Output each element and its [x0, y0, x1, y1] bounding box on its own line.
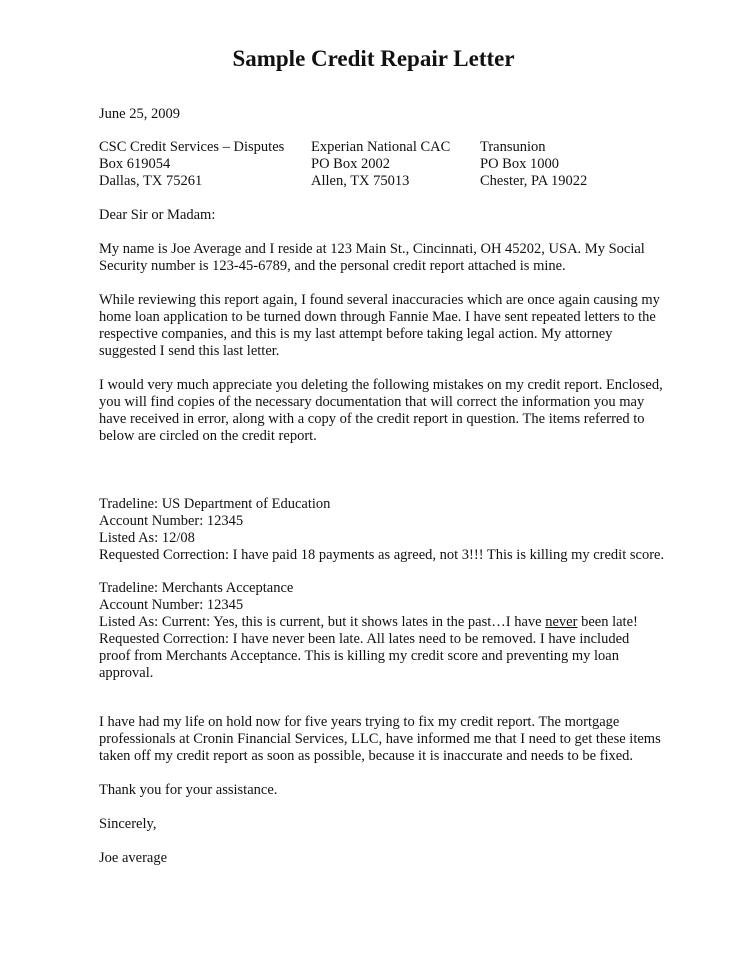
text-line: taken off my credit report as soon as possible, because it is inaccurate and needs to be fixed.: [99, 748, 634, 764]
account-number: Account Number: 12345: [99, 597, 244, 613]
requested-correction: approval.: [99, 665, 154, 681]
text-line: home loan application to be turned down through Fannie Mae. I have sent repeated letters to the: [99, 309, 656, 325]
text-line: have received in error, along with a copy of the credit report in question. The items referred to: [99, 411, 645, 427]
text-line: My name is Joe Average and I reside at 123 Main St., Cincinnati, OH 45202, USA. My Social: [99, 241, 645, 257]
requested-correction: proof from Merchants Acceptance. This is killing my credit score and preventing my loan: [99, 648, 619, 664]
recipient-box: PO Box 1000: [480, 156, 559, 172]
tradeline-name: Tradeline: Merchants Acceptance: [99, 580, 294, 596]
thanks-line: Thank you for your assistance.: [99, 782, 278, 798]
listed-as: Listed As: 12/08: [99, 530, 195, 546]
paragraph-mortgage: [99, 714, 659, 765]
signature-name: Joe average: [99, 850, 168, 866]
recipient-name: CSC Credit Services – Disputes: [99, 139, 285, 155]
listed-as: [99, 614, 659, 631]
tradeline-name: Tradeline: US Department of Education: [99, 496, 331, 512]
text-line: I would very much appreciate you deleting the following mistakes on my credit report. Enclosed,: [99, 377, 663, 393]
listed-as-suffix: been late!: [577, 614, 638, 630]
letter-date: June 25, 2009: [99, 106, 180, 122]
text-line: While reviewing this report again, I found several inaccuracies which are once again causing my: [99, 292, 660, 308]
page-title: Sample Credit Repair Letter: [232, 46, 515, 71]
recipient-name: Experian National CAC: [311, 139, 451, 155]
requested-correction: Requested Correction: I have paid 18 payments as agreed, not 3!!! This is killing my credit score.: [99, 547, 665, 563]
recipient-box: PO Box 2002: [311, 156, 390, 172]
recipient-city: Chester, PA 19022: [480, 173, 588, 189]
closing-line: Sincerely,: [99, 816, 157, 832]
tradeline-education: [99, 496, 665, 564]
text-line: you will find copies of the necessary documentation that will correct the information you may: [99, 394, 645, 410]
recipient-city: Dallas, TX 75261: [99, 173, 203, 189]
recipient-experian: [311, 139, 450, 190]
text-line: Security number is 123-45-6789, and the personal credit report attached is mine.: [99, 258, 566, 274]
text-line: I have had my life on hold now for five years trying to fix my credit report. The mortgage: [99, 714, 620, 730]
text-line: below are circled on the credit report.: [99, 428, 317, 444]
text-line: suggested I send this last letter.: [99, 343, 280, 359]
recipient-city: Allen, TX 75013: [311, 173, 410, 189]
recipient-box: Box 619054: [99, 156, 171, 172]
account-number: Account Number: 12345: [99, 513, 244, 529]
paragraph-intro: [99, 241, 659, 275]
paragraph-inaccuracies: [99, 292, 659, 360]
text-line: professionals at Cronin Financial Services, LLC, have informed me that I need to get these items: [99, 731, 661, 747]
recipient-csc: [99, 139, 284, 190]
tradeline-merchants: [99, 580, 659, 682]
recipient-transunion: [480, 139, 587, 190]
salutation: Dear Sir or Madam:: [99, 207, 216, 223]
paragraph-request: [99, 377, 663, 445]
recipient-name: Transunion: [480, 139, 546, 155]
listed-as-underlined: never: [545, 614, 578, 630]
requested-correction: Requested Correction: I have never been late. All lates need to be removed. I have included: [99, 631, 630, 647]
text-line: respective companies, and this is my last attempt before taking legal action. My attorney: [99, 326, 613, 342]
listed-as-prefix: Listed As: Current: Yes, this is current, but it shows lates in the past…I have: [99, 614, 546, 630]
